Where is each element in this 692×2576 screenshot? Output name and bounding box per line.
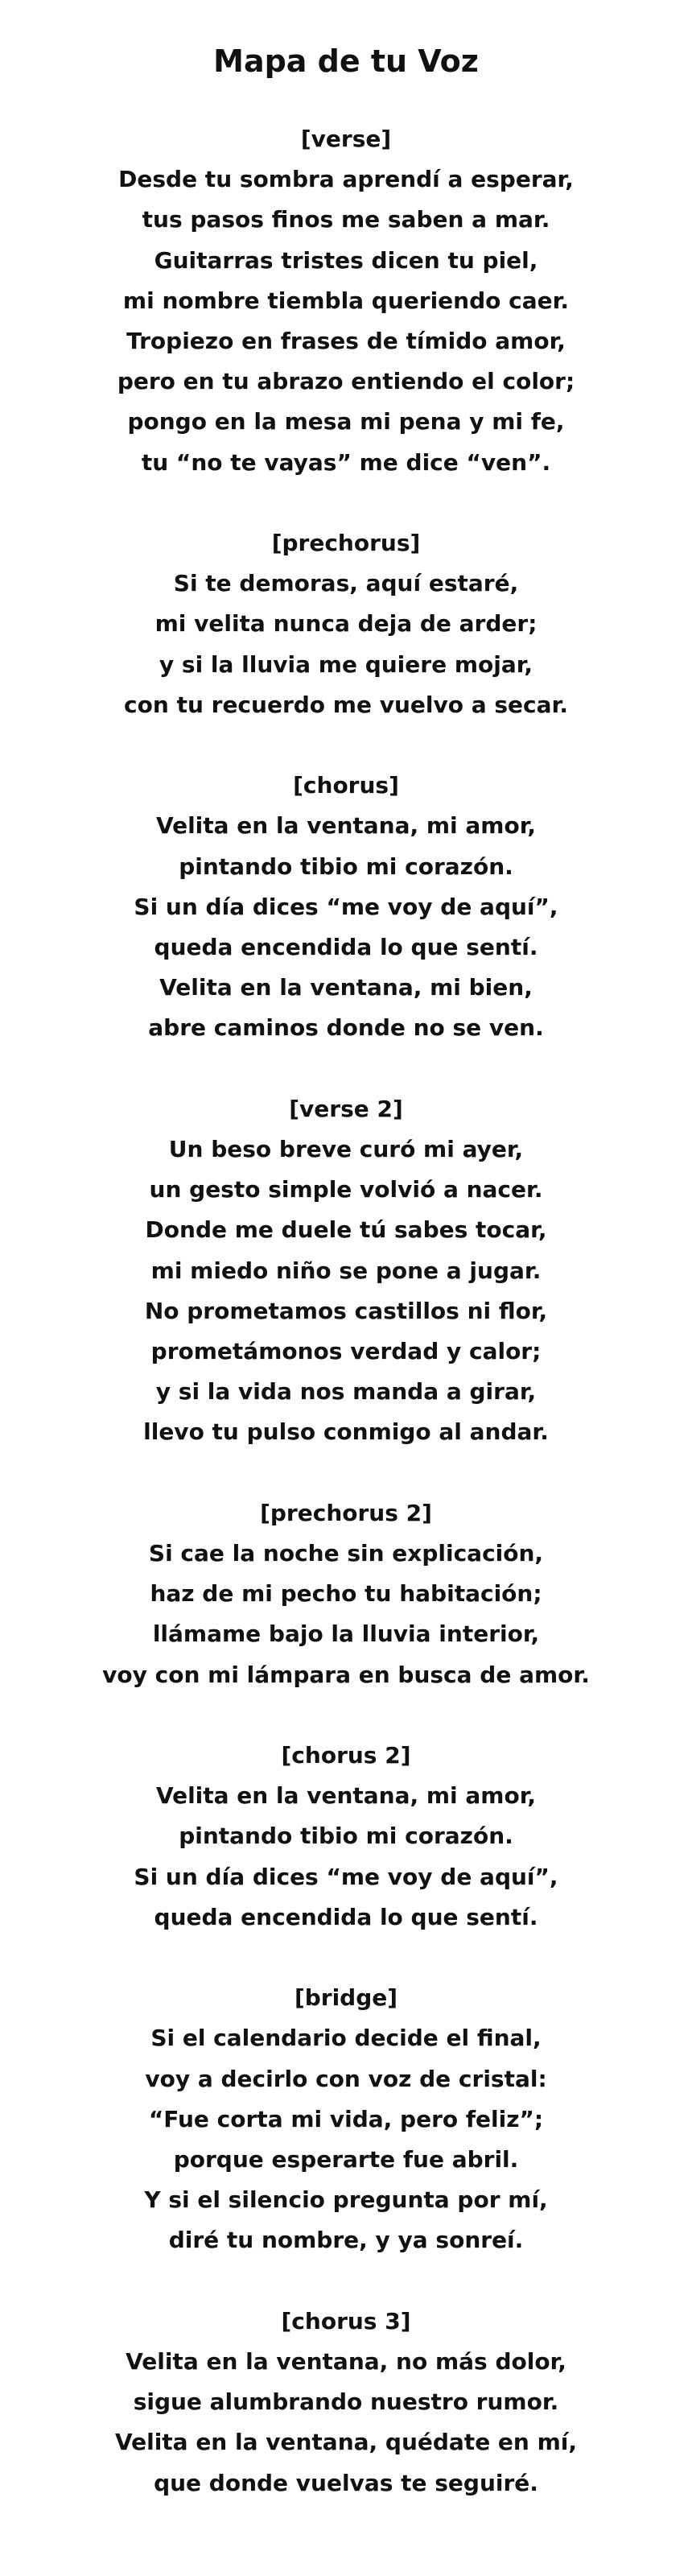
lyric-line: No prometamos castillos ni flor, — [144, 1297, 548, 1324]
lyric-line: tu “no te vayas” me dice “ven”. — [141, 448, 551, 476]
lyric-line: pero en tu abrazo entiendo el color; — [117, 368, 575, 395]
lyric-line: Si el calendario decide el final, — [150, 2025, 542, 2052]
lyric-line: porque esperarte fue abril. — [173, 2146, 519, 2174]
section-label: [chorus] — [293, 772, 399, 799]
lyric-line: tus pasos finos me saben a mar. — [142, 206, 550, 233]
lyric-line: Un beso breve curó mi ayer, — [168, 1136, 524, 1163]
lyric-line: diré tu nombre, y ya sonreí. — [168, 2227, 524, 2254]
lyric-section — [0, 766, 692, 1048]
lyric-line: y si la vida nos manda a girar, — [155, 1378, 537, 1406]
lyric-line: Velita en la ventana, no más dolor, — [126, 2348, 566, 2376]
lyric-line: llevo tu pulso conmigo al andar. — [143, 1418, 549, 1446]
lyric-line: que donde vuelvas te seguiré. — [154, 2469, 538, 2496]
lyric-line: Guitarras tristes dicen tu piel, — [154, 246, 538, 274]
lyric-line: mi velita nunca deja de arder; — [154, 610, 538, 638]
lyrics-body — [0, 119, 692, 2504]
lyric-line: voy con mi lámpara en busca de amor. — [102, 1661, 590, 1688]
lyric-line: pintando tibio mi corazón. — [179, 1823, 513, 1850]
lyric-line: Tropiezo en frases de tímido amor, — [126, 328, 566, 355]
section-label: [verse] — [300, 126, 392, 152]
lyric-line: con tu recuerdo me vuelvo a secar. — [124, 691, 568, 718]
lyric-line: Velita en la ventana, quédate en mí, — [114, 2429, 578, 2456]
section-label: [chorus 2] — [281, 1742, 411, 1769]
section-label: [chorus 3] — [281, 2307, 411, 2334]
lyric-line: Si te demoras, aquí estaré, — [173, 570, 519, 597]
lyric-section — [0, 1089, 692, 1453]
lyric-line: mi miedo niño se pone a jugar. — [150, 1257, 542, 1284]
lyric-line: Velita en la ventana, mi bien, — [159, 974, 533, 1001]
lyric-section — [0, 1493, 692, 1695]
lyric-line: Si un día dices “me voy de aquí”, — [134, 1863, 558, 1890]
lyric-line: Velita en la ventana, mi amor, — [155, 812, 537, 840]
lyric-section — [0, 119, 692, 483]
lyric-line: llámame bajo la lluvia interior, — [152, 1620, 540, 1648]
lyric-line: un gesto simple volvió a nacer. — [149, 1176, 543, 1203]
lyric-line: pintando tibio mi corazón. — [179, 852, 513, 880]
lyric-line: queda encendida lo que sentí. — [154, 934, 538, 961]
lyric-line: prometámonos verdad y calor; — [150, 1338, 542, 1365]
lyric-line: voy a decirlo con voz de cristal: — [145, 2065, 547, 2092]
lyric-line: mi nombre tiembla queriendo caer. — [122, 287, 570, 314]
section-label: [verse 2] — [289, 1095, 403, 1122]
lyric-line: haz de mi pecho tu habitación; — [150, 1580, 542, 1608]
lyric-section — [0, 2301, 692, 2504]
lyric-line: Velita en la ventana, mi amor, — [155, 1782, 537, 1810]
section-label: [prechorus 2] — [260, 1499, 432, 1526]
lyric-line: sigue alumbrando nuestro rumor. — [133, 2388, 559, 2416]
lyric-line: “Fue corta mi vida, pero feliz”; — [148, 2105, 544, 2132]
section-label: [bridge] — [294, 1984, 398, 2012]
lyric-line: Si cae la noche sin explicación, — [148, 1540, 544, 1567]
lyric-line: Donde me duele tú sabes tocar, — [145, 1216, 547, 1244]
lyric-line: y si la lluvia me quiere mojar, — [159, 650, 533, 678]
lyric-section — [0, 1736, 692, 1938]
section-label: [prechorus] — [271, 530, 421, 557]
lyric-line: queda encendida lo que sentí. — [154, 1903, 538, 1930]
lyric-section — [0, 523, 692, 725]
lyric-line: abre caminos donde no se ven. — [148, 1014, 544, 1042]
song-title: Mapa de tu Voz — [213, 43, 479, 79]
lyric-line: Si un día dices “me voy de aquí”, — [134, 893, 558, 920]
lyric-line: pongo en la mesa mi pena y mi fe, — [127, 408, 565, 436]
lyric-section — [0, 1978, 692, 2260]
lyric-line: Desde tu sombra aprendí a esperar, — [118, 166, 574, 193]
lyric-line: Y si el silencio pregunta por mí, — [144, 2186, 548, 2214]
